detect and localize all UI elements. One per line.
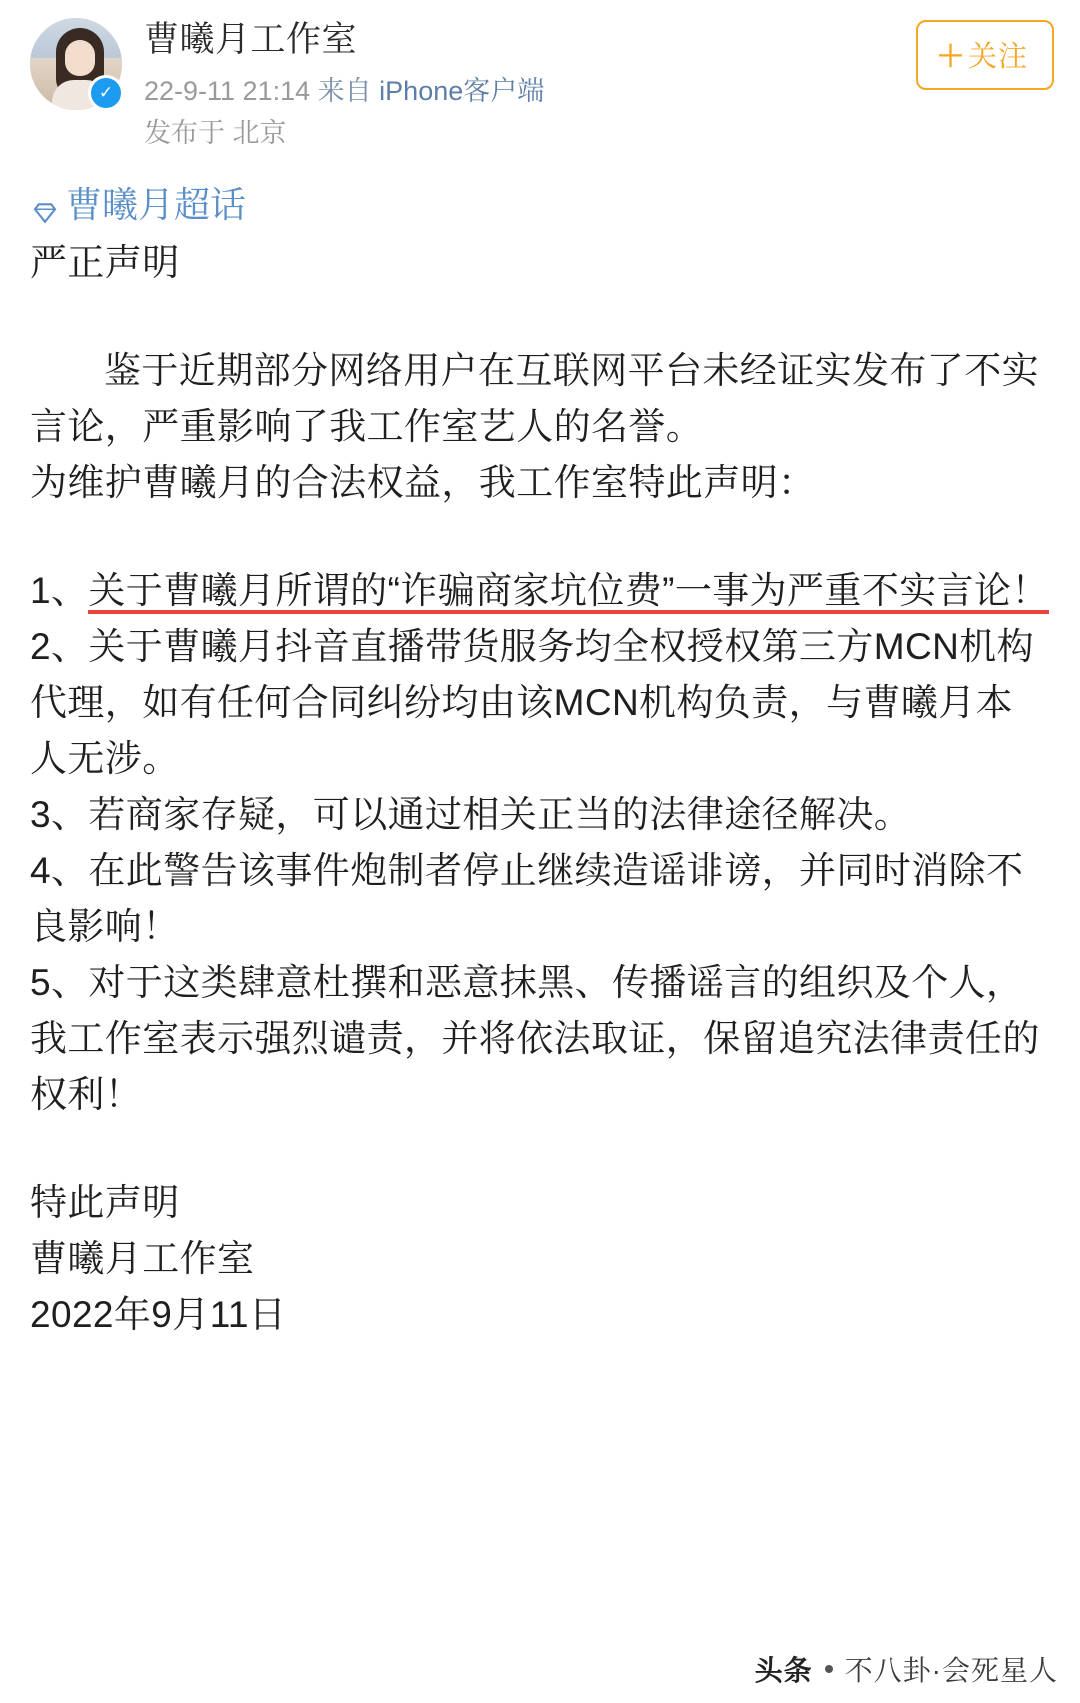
statement-item-5-prefix: 5、 — [30, 962, 89, 1003]
watermark-platform: 头条 — [754, 1655, 813, 1686]
statement-item-4-text: 在此警告该事件炮制者停止继续造谣诽谤，并同时消除不良影响！ — [30, 850, 1024, 947]
post-body — [0, 179, 1080, 1343]
statement-item-4 — [30, 843, 1050, 955]
statement-item-5-text: 对于这类肆意杜撰和恶意抹黑、传播谣言的组织及个人，我工作室表示强烈谴责，并将依法取证，保留追究法律责任的权利！ — [30, 962, 1040, 1115]
post-source-prefix: 来自 — [317, 76, 380, 106]
watermark-separator-icon — [825, 1665, 833, 1673]
statement-paragraph-1: 鉴于近期部分网络用户在互联网平台未经证实发布了不实言论，严重影响了我工作室艺人的名誉。 — [30, 350, 1039, 447]
post-header — [0, 0, 1080, 153]
statement-item-1 — [30, 563, 1050, 619]
post-source[interactable]: iPhone客户端 — [379, 76, 545, 106]
spacer — [30, 511, 1050, 563]
verified-badge-icon: ✓ — [88, 75, 124, 111]
statement-item-1-prefix: 1、 — [30, 570, 89, 611]
post-timestamp: 22-9-11 21:14 — [144, 76, 311, 106]
watermark-account: 不八卦·会死星人 — [844, 1655, 1058, 1686]
statement-item-4-prefix: 4、 — [30, 850, 89, 891]
signature-line-2: 曹曦月工作室 — [30, 1238, 255, 1279]
statement-item-2-prefix: 2、 — [30, 626, 89, 667]
plus-icon: ＋ — [935, 41, 966, 73]
signature-block — [30, 1175, 1050, 1343]
follow-button[interactable] — [916, 20, 1054, 90]
statement-item-5 — [30, 955, 1050, 1123]
statement-item-2 — [30, 619, 1050, 787]
avatar-face — [65, 40, 95, 76]
statement-paragraph-2: 为维护曹曦月的合法权益，我工作室特此声明： — [30, 462, 816, 503]
avatar[interactable] — [30, 18, 122, 110]
spacer — [30, 1123, 1050, 1175]
supertopic-label: 曹曦月超话 — [66, 184, 247, 225]
signature-line-3: 2022年9月11日 — [30, 1294, 287, 1335]
statement-item-3-prefix: 3、 — [30, 794, 89, 835]
follow-button-label: 关注 — [967, 41, 1028, 73]
supertopic-link[interactable] — [30, 179, 1050, 231]
signature-line-1: 特此声明 — [30, 1182, 180, 1223]
statement-item-2-text: 关于曹曦月抖音直播带货服务均全权授权第三方MCN机构代理，如有任何合同纠纷均由该MCN机构负责，与曹曦月本人无涉。 — [30, 626, 1035, 779]
statement-item-3-text: 若商家存疑，可以通过相关正当的法律途径解决。 — [88, 794, 912, 835]
watermark — [755, 1649, 1058, 1689]
statement-item-1-text: 关于曹曦月所谓的“诈骗商家坑位费”一事为严重不实言论！ — [88, 570, 1048, 614]
statement-title: 严正声明 — [30, 242, 180, 283]
post-location: 发布于 北京 — [144, 118, 287, 148]
spacer — [30, 291, 1050, 343]
statement-item-3 — [30, 787, 1050, 843]
author-name[interactable]: 曹曦月工作室 — [144, 20, 358, 59]
diamond-icon — [30, 190, 60, 220]
